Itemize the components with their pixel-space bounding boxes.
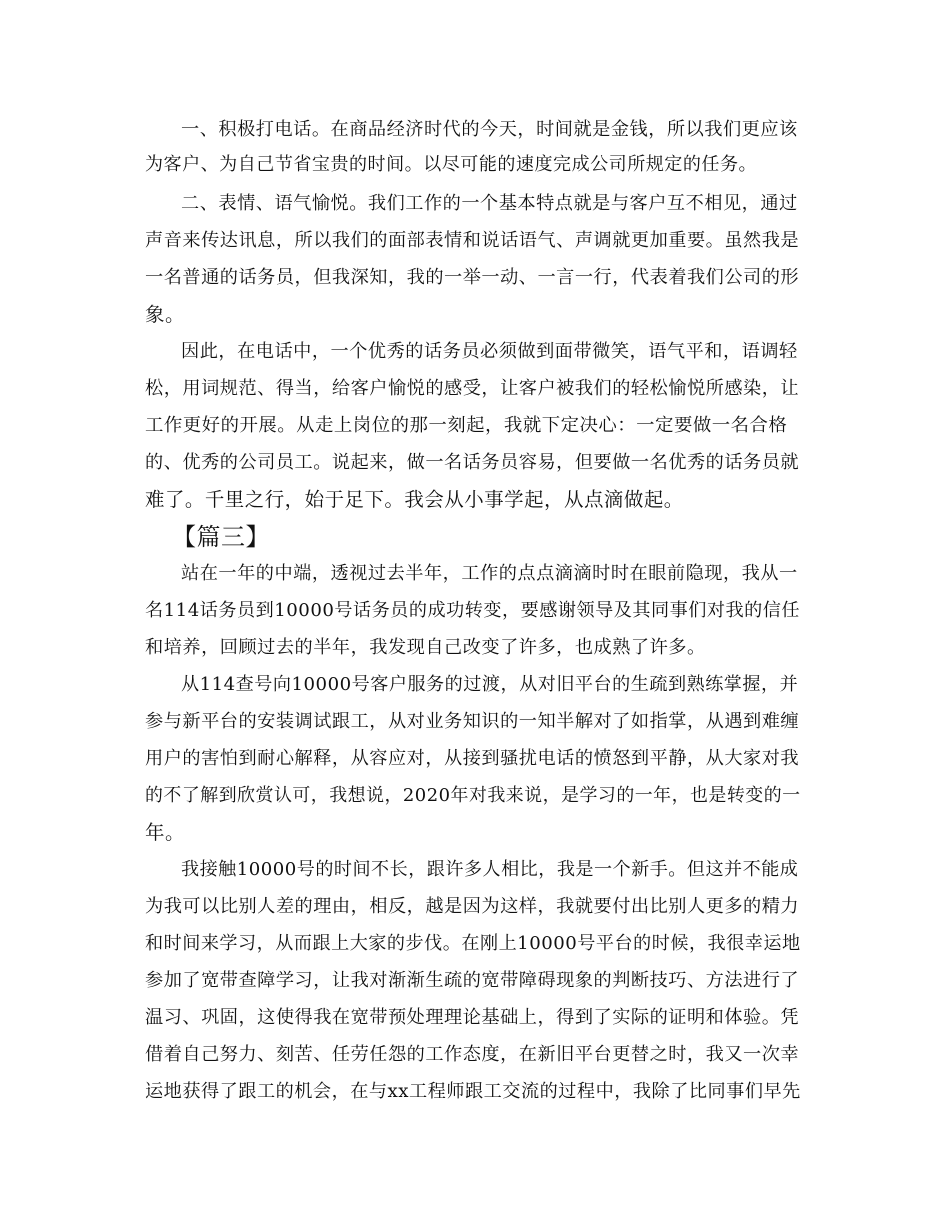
- text-line: 一名普通的话务员，但我深知，我的一举一动、一言一行，代表着我们公司的形: [145, 267, 800, 288]
- text-line: 名114话务员到10000号话务员的成功转变，要感谢领导及其同事们对我的信任: [145, 600, 801, 621]
- text-line: 年。: [145, 821, 185, 844]
- text-line: 我接触10000号的时间不长，跟许多人相比，我是一个新手。但这并不能成: [181, 859, 799, 880]
- text-line: 运地获得了跟工的机会，在与xx工程师跟工交流的过程中，我除了比同事们早先: [145, 1081, 801, 1102]
- text-line: 声音来传达讯息，所以我们的面部表情和说话语气、声调就更加重要。虽然我是: [145, 230, 800, 251]
- text-line: 用户的害怕到耐心解释，从容应对，从接到骚扰电话的愤怒到平静，从大家对我: [145, 748, 800, 769]
- text-line: 因此，在电话中，一个优秀的话务员必须做到面带微笑，语气平和，语调轻: [181, 341, 798, 362]
- text-line: 为我可以比别人差的理由，相反，越是因为这样，我就要付出比别人更多的精力: [145, 896, 800, 917]
- section-heading: 【篇三】: [172, 523, 270, 551]
- text-line: 二、表情、语气愉悦。我们工作的一个基本特点就是与客户互不相见，通过: [181, 193, 798, 214]
- text-line: 一、积极打电话。在商品经济时代的今天，时间就是金钱，所以我们更应该: [181, 119, 798, 140]
- text-line: 和时间来学习，从而跟上大家的步伐。在刚上10000号平台的时候，我很幸运地: [145, 933, 801, 954]
- text-line: 参加了宽带查障学习，让我对渐渐生疏的宽带障碍现象的判断技巧、方法进行了: [145, 970, 800, 991]
- text-line: 站在一年的中端，透视过去半年，工作的点点滴滴时时在眼前隐现，我从一: [181, 563, 798, 584]
- text-line: 的、优秀的公司员工。说起来，做一名话务员容易，但要做一名优秀的话务员就: [145, 452, 800, 473]
- text-line: 为客户、为自己节省宝贵的时间。以尽可能的速度完成公司所规定的任务。: [145, 154, 758, 175]
- text-line: 松，用词规范、得当，给客户愉悦的感受，让客户被我们的轻松愉悦所感染，让: [145, 378, 800, 399]
- text-line: 和培养，回顾过去的半年，我发现自己改变了许多，也成熟了许多。: [145, 637, 706, 658]
- text-line: 工作更好的开展。从走上岗位的那一刻起，我就下定决心：一定要做一名合格: [145, 415, 788, 436]
- text-line: 借着自己努力、刻苦、任劳任怨的工作态度，在新旧平台更替之时，我又一次幸: [145, 1044, 800, 1065]
- text-line: 温习、巩固，这使得我在宽带预处理理论基础上，得到了实际的证明和体验。凭: [145, 1007, 800, 1028]
- text-line: 从114查号向10000号客户服务的过渡，从对旧平台的生疏到熟练掌握，并: [181, 674, 799, 695]
- text-line: 象。: [145, 303, 185, 326]
- text-line: 的不了解到欣赏认可，我想说，2020年对我来说，是学习的一年，也是转变的一: [145, 785, 801, 806]
- text-line: 参与新平台的安装调试跟工，从对业务知识的一知半解对了如指掌，从遇到难缠: [145, 711, 800, 732]
- text-line: 难了。千里之行，始于足下。我会从小事学起，从点滴做起。: [145, 488, 684, 511]
